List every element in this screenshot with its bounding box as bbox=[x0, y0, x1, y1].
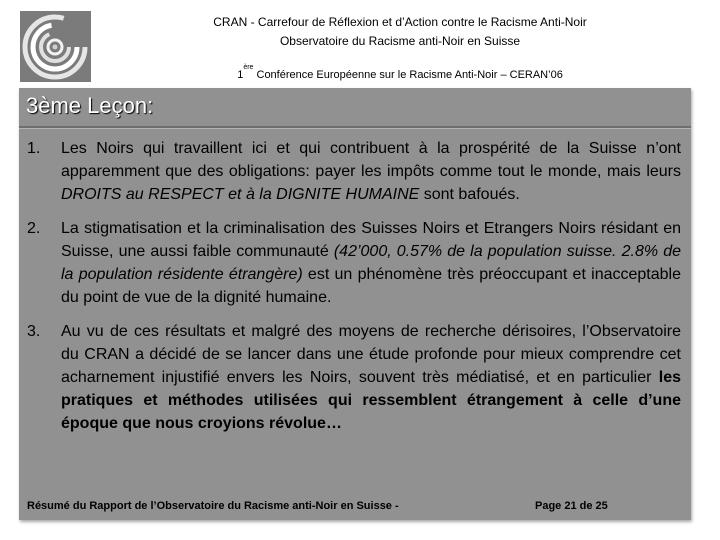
emphasis-text: DROITS au RESPECT et à la DIGNITE HUMAINE bbox=[61, 186, 420, 203]
slide-panel bbox=[19, 88, 691, 520]
conference-title: Conférence Européenne sur le Racisme Anti-Noir – CERAN’06 bbox=[253, 69, 563, 81]
list-item-text bbox=[61, 320, 681, 435]
emphasis-text: (42’000, 0.57% de la population suisse. 2.8% de la population résidente étrangère) bbox=[61, 243, 681, 283]
lesson-list bbox=[27, 137, 681, 446]
list-item-number: 3. bbox=[27, 323, 41, 340]
list-item bbox=[27, 320, 681, 435]
body-text: est un phénomène très préoccupant et inacceptable du point de vue de la dignité humaine. bbox=[61, 266, 681, 306]
cran-logo bbox=[20, 11, 91, 82]
conference-number: 1 bbox=[237, 69, 244, 81]
body-text: Les Noirs qui travaillent ici et qui contribuent à la prospérité de la Suisse n’ont apparemment que des obligations: payer les impôts comme tout le monde, mais leurs bbox=[61, 140, 681, 180]
list-item bbox=[27, 137, 681, 206]
page-number: Page 21 de 25 bbox=[535, 500, 608, 512]
list-item-number: 1. bbox=[27, 140, 41, 157]
header-organization: CRAN - Carrefour de Réflexion et d’Action contre le Racisme Anti-Noir bbox=[213, 15, 587, 29]
footer-report-title: Résumé du Rapport de l’Observatoire du Racisme anti-Noir en Suisse - bbox=[27, 500, 399, 512]
title-divider bbox=[19, 126, 691, 129]
conference-number-suffix: ère bbox=[243, 64, 254, 72]
header-observatory: Observatoire du Racisme anti-Noir en Suisse bbox=[279, 34, 521, 48]
body-text: La stigmatisation et la criminalisation des Suisses Noirs et Etrangers Noirs résidant en Suisse, une aussi faible communauté bbox=[61, 220, 681, 260]
list-item-number: 2. bbox=[27, 220, 41, 237]
body-text: sont bafoués. bbox=[419, 186, 520, 203]
list-item-text bbox=[61, 137, 681, 206]
cran-logo-swirl bbox=[20, 11, 91, 82]
body-text: Au vu de ces résultats et malgré des moyens de recherche dérisoires, l’Observatoire du CRAN a décidé de se lancer dans une étude profonde pour mieux comprendre cet acharnement injustifié envers les Noirs, souvent très médiatisé, et en particulier bbox=[61, 323, 681, 386]
slide-footer bbox=[27, 499, 677, 513]
slide-title: 3ème Leçon: bbox=[26, 93, 154, 118]
list-item bbox=[27, 217, 681, 309]
list-item-text bbox=[61, 217, 681, 309]
header-conference bbox=[100, 64, 700, 83]
bold-text: les pratiques et méthodes utilisées qui ressemblent étrangement à celle d’une époque que nous croyions révolue… bbox=[61, 369, 681, 432]
